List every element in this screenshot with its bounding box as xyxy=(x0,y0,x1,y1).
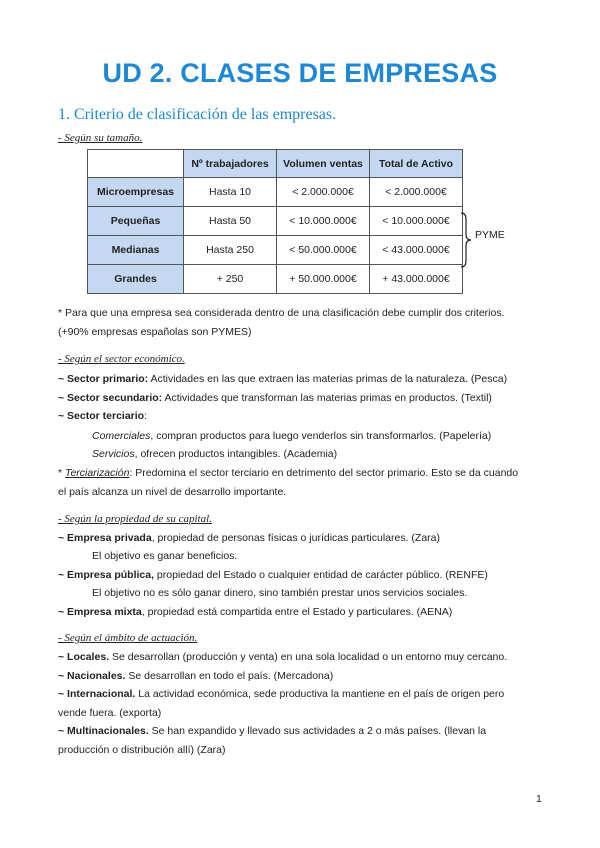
list-item-detail: El objetivo es ganar beneficios. xyxy=(92,550,238,562)
list-item xyxy=(58,651,507,663)
item-text: La actividad económica, sede productiva la mantiene en el país de origen pero xyxy=(135,688,505,700)
subheading-sector: - Según el sector económico. xyxy=(58,353,185,365)
table-row-header: Microempresas xyxy=(88,178,184,207)
table-row-header: Medianas xyxy=(88,236,184,265)
list-item xyxy=(92,448,337,460)
table-cell: Hasta 50 xyxy=(184,207,277,236)
table-header-row xyxy=(88,150,463,178)
item-label: ~ Nacionales. xyxy=(58,670,126,682)
list-item xyxy=(58,392,492,404)
table-row xyxy=(88,236,463,265)
item-text: Actividades que transforman las materias primas en productos. (Textil) xyxy=(162,392,492,404)
item-label: ~ Multinacionales. xyxy=(58,725,149,737)
table-cell: < 2.000.000€ xyxy=(370,178,463,207)
list-item xyxy=(58,670,333,682)
item-text: propiedad del Estado o cualquier entidad de carácter público. (RENFE) xyxy=(154,569,488,581)
item-label: ~ Sector terciario xyxy=(58,410,145,422)
table-row-header: Pequeñas xyxy=(88,207,184,236)
item-text: Se desarrollan (producción y venta) en una sola localidad o un entorno muy cercano. xyxy=(109,651,508,663)
list-item xyxy=(58,569,488,581)
list-item-detail: El objetivo no es sólo ganar dinero, sino también prestar unos servicios sociales. xyxy=(92,587,468,599)
item-label: ~ Empresa pública, xyxy=(58,569,154,581)
list-item xyxy=(58,373,507,385)
item-label: ~ Empresa privada xyxy=(58,532,152,544)
table-cell: + 250 xyxy=(184,265,277,294)
note-text: el país alcanza un nivel de desarrollo importante. xyxy=(58,486,287,498)
item-label: ~ Empresa mixta xyxy=(58,606,142,618)
subheading-tamano: - Según su tamaño. xyxy=(58,132,143,144)
item-label: ~ Sector secundario: xyxy=(58,392,163,404)
table-cell: < 2.000.000€ xyxy=(277,178,370,207)
note-text: * Para que una empresa sea considerada dentro de una clasificación debe cumplir dos criterios. xyxy=(58,307,505,319)
list-item xyxy=(58,532,440,544)
subheading-ambito: - Según el ámbito de actuación. xyxy=(58,632,198,644)
size-table xyxy=(87,149,463,294)
pyme-label: PYME xyxy=(475,229,505,241)
item-text: , propiedad está compartida entre el Estado y particulares. (AENA) xyxy=(141,606,453,618)
table-row xyxy=(88,265,463,294)
list-item xyxy=(92,430,491,442)
curly-brace-icon xyxy=(459,212,473,268)
table-header-cell: Total de Activo xyxy=(370,150,463,178)
table-cell: < 50.000.000€ xyxy=(277,236,370,265)
page-title: UD 2. CLASES DE EMPRESAS xyxy=(102,58,498,88)
table-cell: Hasta 250 xyxy=(184,236,277,265)
item-text: : Predomina el sector terciario en detrimento del sector primario. Esto se da cuando xyxy=(129,467,519,479)
table-cell: < 10.000.000€ xyxy=(370,207,463,236)
item-text: , compran productos para luego venderlos sin transformarlos. (Papelería) xyxy=(150,430,492,442)
table-cell: Hasta 10 xyxy=(184,178,277,207)
item-label: Servicios xyxy=(92,448,135,460)
item-text: : xyxy=(144,410,148,422)
list-item-detail: vende fuera. (exporta) xyxy=(58,707,162,719)
table-cell: + 50.000.000€ xyxy=(277,265,370,294)
item-text: Se han expandido y llevado sus actividades a 2 o más países. (llevan la xyxy=(148,725,487,737)
note-text xyxy=(58,467,518,479)
list-item xyxy=(58,606,452,618)
table-row xyxy=(88,178,463,207)
item-label: ~ Locales. xyxy=(58,651,110,663)
item-text: , ofrecen productos intangibles. (Academia) xyxy=(134,448,338,460)
item-text: Actividades en las que extraen las materias primas de la naturaleza. (Pesca) xyxy=(148,373,508,385)
note-text: (+90% empresas españolas son PYMES) xyxy=(58,326,252,338)
table-cell: < 10.000.000€ xyxy=(277,207,370,236)
table-header-cell xyxy=(88,150,184,178)
item-label: ~ Internacional. xyxy=(58,688,136,700)
item-label: ~ Sector primario: xyxy=(58,373,149,385)
table-header-cell: Volumen ventas xyxy=(277,150,370,178)
table-row-header: Grandes xyxy=(88,265,184,294)
list-item xyxy=(58,725,486,737)
item-label: Comerciales xyxy=(92,430,151,442)
list-item xyxy=(58,410,147,422)
list-item xyxy=(58,688,504,700)
item-text: Se desarrollan en todo el país. (Mercadona) xyxy=(125,670,334,682)
list-item-detail: producción o distribución allí) (Zara) xyxy=(58,744,226,756)
item-text: * xyxy=(58,467,66,479)
item-label: Terciarización xyxy=(65,467,130,479)
item-text: , propiedad de personas físicas o jurídicas particulares. (Zara) xyxy=(151,532,440,544)
table-header-cell: Nº trabajadores xyxy=(184,150,277,178)
table-row xyxy=(88,207,463,236)
table-cell: + 43.000.000€ xyxy=(370,265,463,294)
table-cell: < 43.000.000€ xyxy=(370,236,463,265)
section-heading: 1. Criterio de clasificación de las empresas. xyxy=(58,106,337,123)
subheading-propiedad: - Según la propiedad de su capital. xyxy=(58,513,212,525)
page-number: 1 xyxy=(536,793,542,805)
